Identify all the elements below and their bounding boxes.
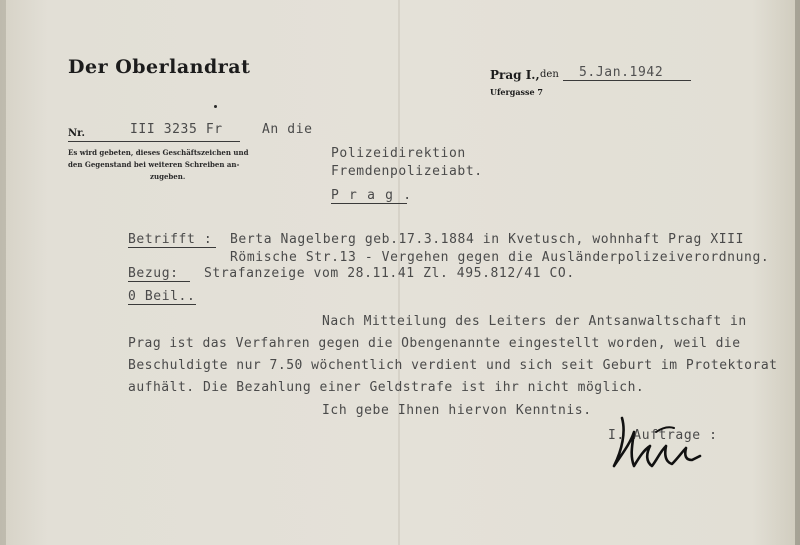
body-line-4: aufhält. Die Bezahlung einer Geldstrafe ist ihr nicht möglich. [128, 380, 645, 395]
page-left-edge [0, 0, 6, 545]
body-line-2: Prag ist das Verfahren gegen die Obengenannte eingestellt worden, weil die [128, 336, 741, 351]
handwritten-signature [600, 410, 710, 480]
place-name: Prag I., [490, 68, 540, 82]
an-die-label: An die [262, 122, 313, 137]
body-line-1: Nach Mitteilung des Leiters der Antsanwaltschaft in [322, 314, 747, 329]
closing-line: Ich gebe Ihnen hiervon Kenntnis. [322, 403, 592, 418]
reference-note-line-3: zugeben. [150, 172, 186, 181]
reference-number: III 3235 Fr [130, 122, 223, 137]
bezug-text: Strafanzeige vom 28.11.41 Zl. 495.812/41 CO. [204, 266, 575, 281]
addressee-line-2: Fremdenpolizeiabt. [331, 164, 483, 179]
ink-dot [214, 105, 217, 108]
body-line-3: Beschuldigte nur 7.50 wöchentlich verdient und sich seit Geburt im Protektorat [128, 358, 778, 373]
letter-date: 5.Jan.1942 [563, 65, 691, 81]
reference-note-line-1: Es wird gebeten, dieses Geschäftszeichen und [68, 148, 249, 157]
authority-heading: Der Oberlandrat [68, 56, 251, 78]
street-address: Ufergasse 7 [490, 87, 543, 97]
addressee-city: P r a g . [331, 188, 413, 203]
nr-underline [68, 141, 240, 142]
signoff-label: I. Auftrage : [608, 428, 718, 443]
page-right-edge [795, 0, 800, 545]
betrifft-line-2: Römische Str.13 - Vergehen gegen die Ausländerpolizeiverordnung. [230, 250, 770, 265]
betrifft-label: Betrifft : [128, 232, 216, 248]
betrifft-line-1: Berta Nagelberg geb.17.3.1884 in Kvetusch, wohnhaft Prag XIII [230, 232, 745, 247]
enclosures-count: 0 Beil.. [128, 289, 196, 304]
bezug-label: Bezug: [128, 266, 190, 282]
den-label: den [540, 69, 559, 80]
nr-label: Nr. [68, 128, 85, 139]
addressee-line-1: Polizeidirektion [331, 146, 466, 161]
reference-note-line-2: den Gegenstand bei weiteren Schreiben an- [68, 160, 240, 169]
